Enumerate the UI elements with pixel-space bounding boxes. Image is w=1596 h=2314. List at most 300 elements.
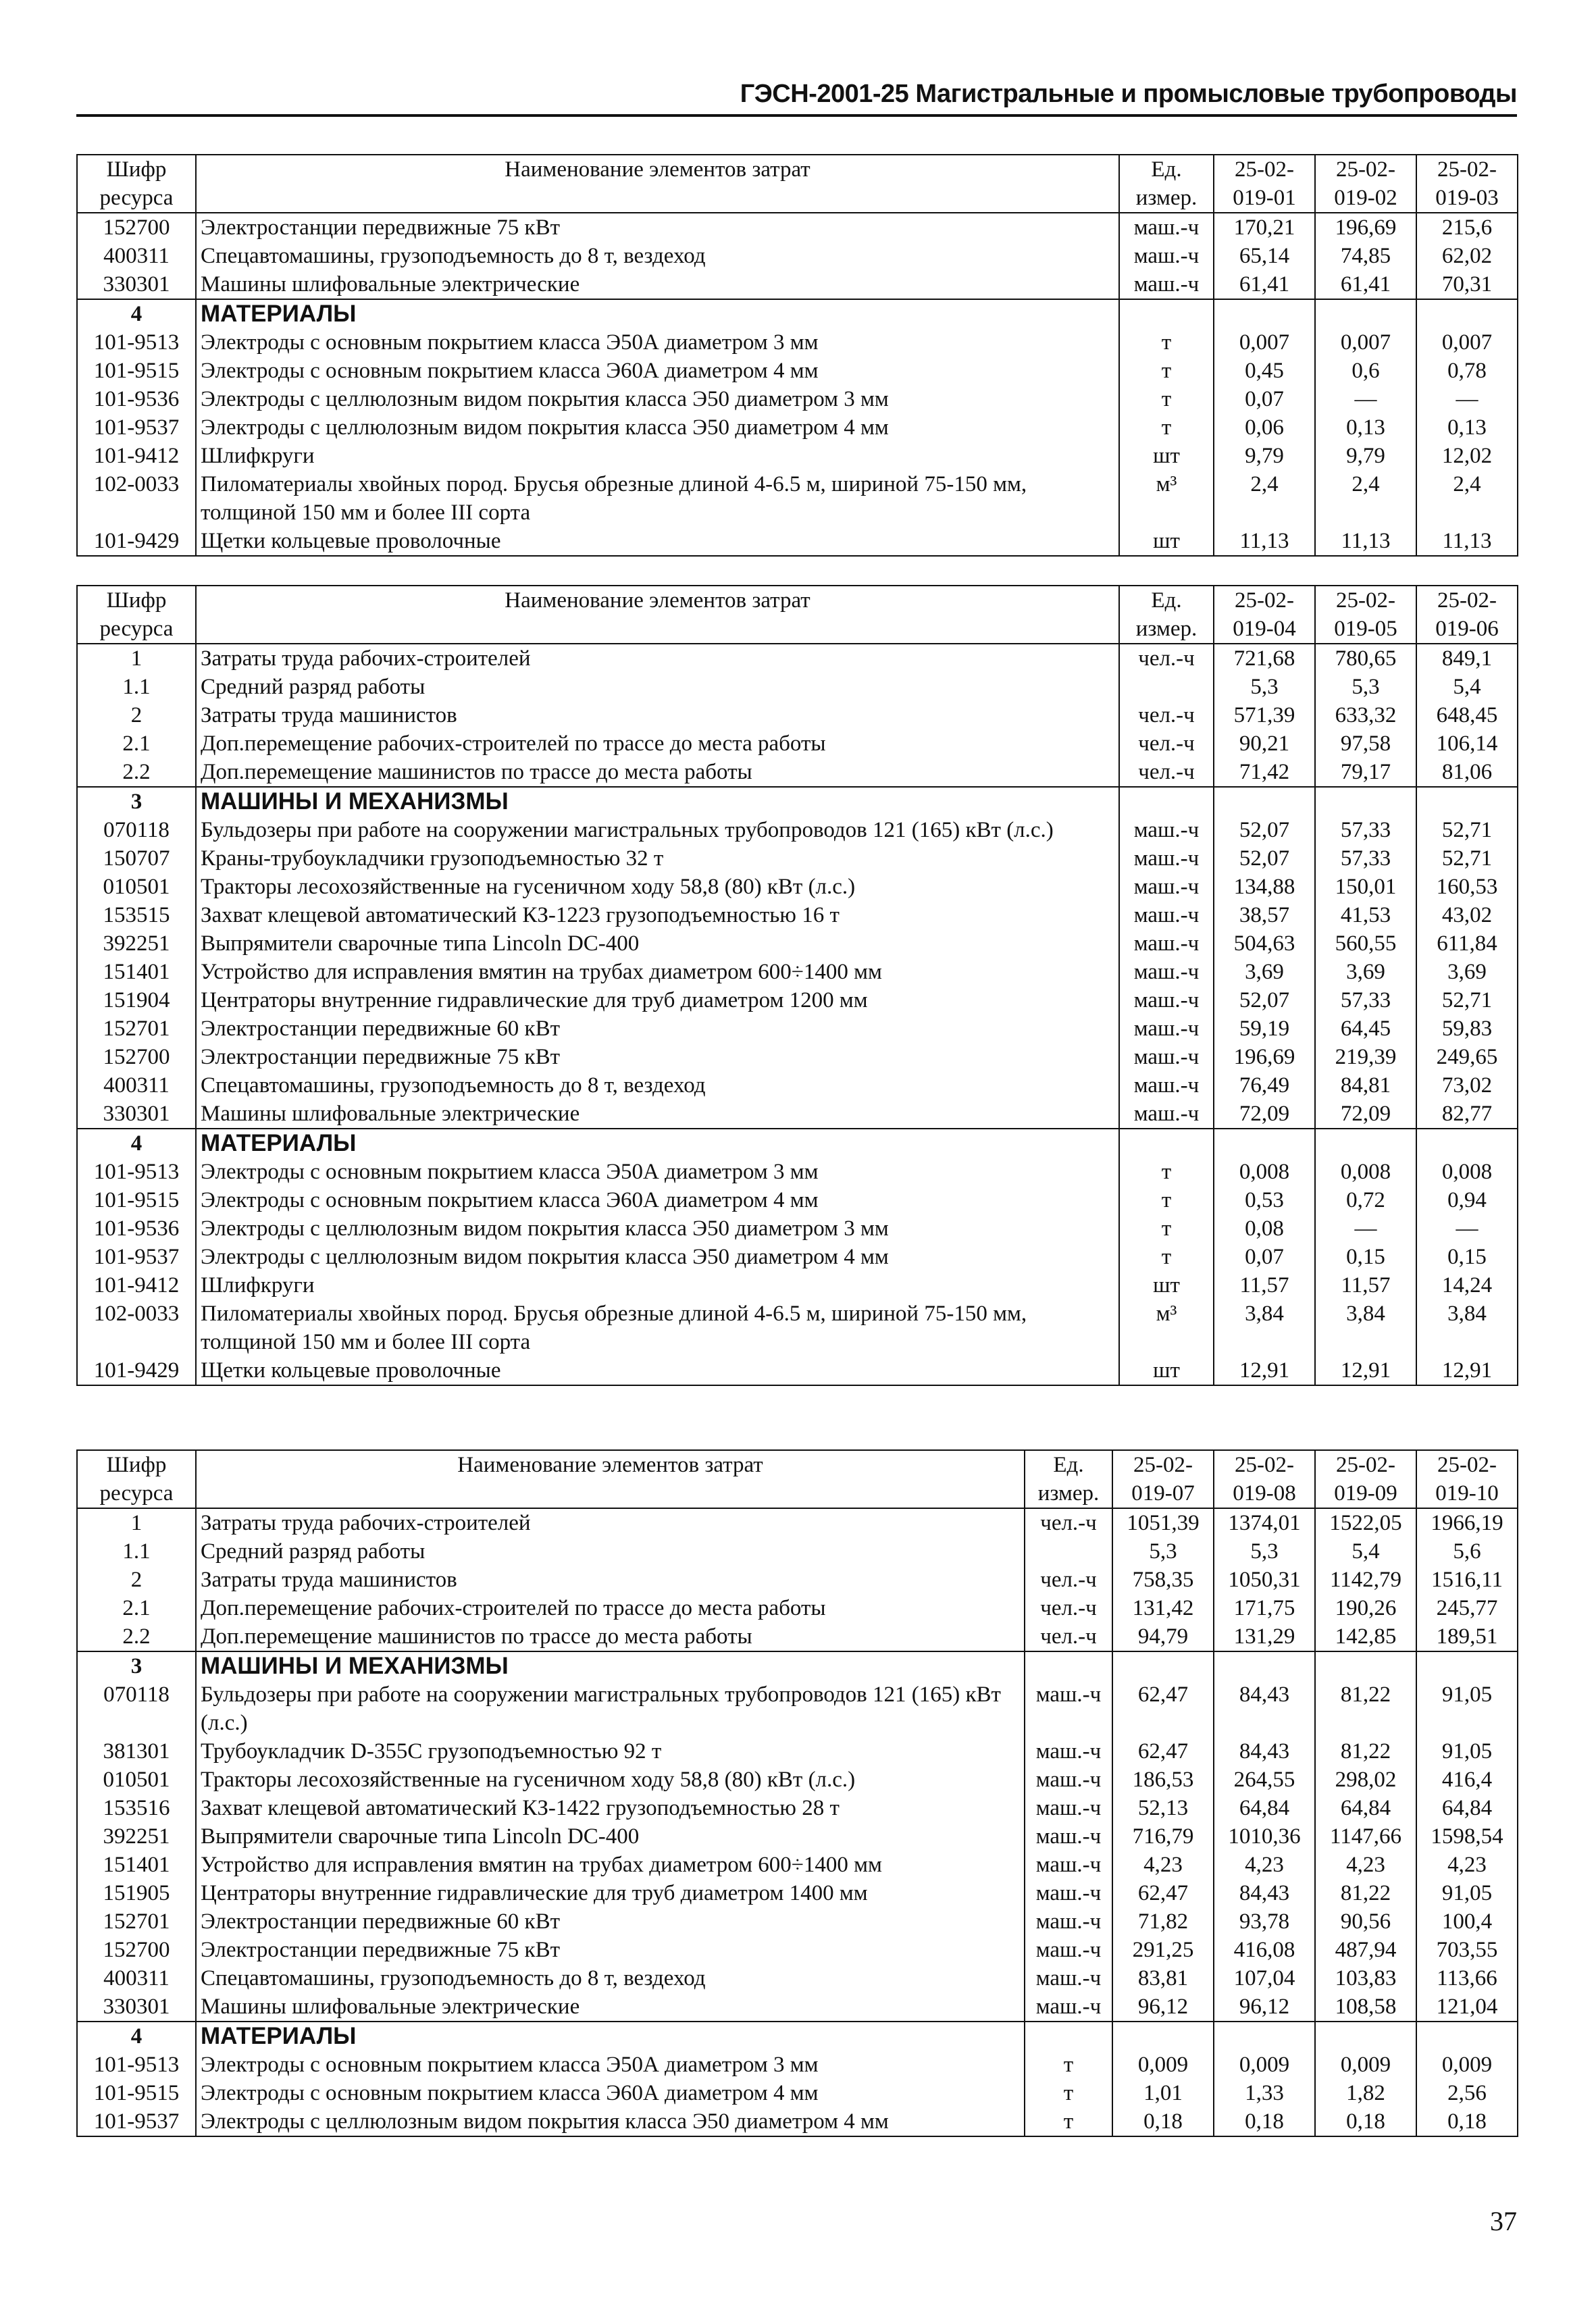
norm-value: 90,21 <box>1214 729 1315 758</box>
resource-name: Электроды с основным покрытием класса Э60А диаметром 4 мм <box>196 2079 1025 2107</box>
resource-code: 153516 <box>77 1794 196 1822</box>
header-name: Наименование элементов затрат <box>196 155 1119 213</box>
resource-code: 010501 <box>77 873 196 901</box>
norm-value: 96,12 <box>1214 1992 1315 2022</box>
norm-value: 0,13 <box>1416 413 1518 442</box>
resource-name: Затраты труда машинистов <box>196 701 1119 729</box>
resource-name: Электростанции передвижные 60 кВт <box>196 1014 1119 1043</box>
norm-value: 64,84 <box>1315 1794 1416 1822</box>
norm-value: 84,43 <box>1214 1879 1315 1907</box>
norm-value <box>1416 787 1518 816</box>
unit: чел.-ч <box>1025 1566 1112 1594</box>
resource-code: 101-9537 <box>77 1243 196 1271</box>
unit: маш.-ч <box>1119 873 1214 901</box>
norm-value: 0,007 <box>1416 328 1518 357</box>
norm-value: 780,65 <box>1315 644 1416 673</box>
resource-code: 2.1 <box>77 729 196 758</box>
resource-name: Электроды с целлюлозным видом покрытия класса Э50 диаметром 4 мм <box>196 413 1119 442</box>
unit: чел.-ч <box>1119 758 1214 787</box>
resource-code: 2 <box>77 1566 196 1594</box>
table-row <box>77 1794 1518 1822</box>
norm-value: 142,85 <box>1315 1622 1416 1651</box>
norm-value: 100,4 <box>1416 1907 1518 1936</box>
norm-value: 758,35 <box>1112 1566 1214 1594</box>
norm-value: 64,45 <box>1315 1014 1416 1043</box>
table-row <box>77 1879 1518 1907</box>
unit: т <box>1119 385 1214 413</box>
resource-name: Шлифкруги <box>196 1271 1119 1300</box>
unit: маш.-ч <box>1025 1766 1112 1794</box>
table-row <box>77 328 1518 357</box>
norm-value: 107,04 <box>1214 1964 1315 1992</box>
norm-value: 160,53 <box>1416 873 1518 901</box>
resource-name: Затраты труда рабочих-строителей <box>196 1508 1025 1537</box>
norm-value: 59,83 <box>1416 1014 1518 1043</box>
resource-code: 101-9515 <box>77 2079 196 2107</box>
norm-value: 65,14 <box>1214 242 1315 270</box>
norm-value: 171,75 <box>1214 1594 1315 1622</box>
norm-value: 3,69 <box>1315 958 1416 986</box>
norm-value: 113,66 <box>1416 1964 1518 1992</box>
resource-code: 102-0033 <box>77 470 196 527</box>
unit: маш.-ч <box>1119 270 1214 299</box>
resource-name: Шлифкруги <box>196 442 1119 470</box>
norm-value: 0,008 <box>1416 1158 1518 1186</box>
table-row <box>77 442 1518 470</box>
norm-value: 249,65 <box>1416 1043 1518 1071</box>
table-row <box>77 1594 1518 1622</box>
norm-value: 0,15 <box>1416 1243 1518 1271</box>
table-row <box>77 1271 1518 1300</box>
table-row <box>77 873 1518 901</box>
table-row <box>77 1566 1518 1594</box>
norm-value: 560,55 <box>1315 929 1416 958</box>
table-header <box>77 586 1518 644</box>
resource-table-1 <box>76 154 1518 557</box>
norm-value: 79,17 <box>1315 758 1416 787</box>
table-row <box>77 1508 1518 1537</box>
norm-value: 291,25 <box>1112 1936 1214 1964</box>
resource-code: 151401 <box>77 1851 196 1879</box>
table-row <box>77 1936 1518 1964</box>
table-row <box>77 413 1518 442</box>
table-row <box>77 929 1518 958</box>
unit: маш.-ч <box>1119 986 1214 1014</box>
norm-value: 134,88 <box>1214 873 1315 901</box>
resource-code: 4 <box>77 299 196 328</box>
unit: маш.-ч <box>1025 1992 1112 2022</box>
norm-value: 82,77 <box>1416 1100 1518 1129</box>
norm-value: 0,45 <box>1214 357 1315 385</box>
resource-name: Электростанции передвижные 75 кВт <box>196 1043 1119 1071</box>
resource-name: Затраты труда машинистов <box>196 1566 1025 1594</box>
table-row <box>77 1766 1518 1794</box>
norm-value: 298,02 <box>1315 1766 1416 1794</box>
norm-value: 721,68 <box>1214 644 1315 673</box>
section-title: МАШИНЫ И МЕХАНИЗМЫ <box>196 787 1119 816</box>
header-code: Шифр ресурса <box>77 155 196 213</box>
norm-value: 1010,36 <box>1214 1822 1315 1851</box>
table-row <box>77 844 1518 873</box>
norm-value: 14,24 <box>1416 1271 1518 1300</box>
norm-value: 11,57 <box>1214 1271 1315 1300</box>
table-row <box>77 816 1518 844</box>
unit: т <box>1119 1186 1214 1214</box>
header-norm-code: 25-02-019-01 <box>1214 155 1315 213</box>
unit: маш.-ч <box>1119 213 1214 242</box>
resource-name: Трубоукладчик D-355С грузоподъемностью 92 т <box>196 1737 1025 1766</box>
norm-value: 38,57 <box>1214 901 1315 929</box>
unit: чел.-ч <box>1119 701 1214 729</box>
table-row <box>77 1907 1518 1936</box>
resource-code: 101-9513 <box>77 1158 196 1186</box>
resource-name: Электроды с основным покрытием класса Э60А диаметром 4 мм <box>196 357 1119 385</box>
resource-code: 392251 <box>77 929 196 958</box>
unit: м³ <box>1119 470 1214 527</box>
norm-value: 3,84 <box>1416 1300 1518 1356</box>
norm-value: 84,81 <box>1315 1071 1416 1100</box>
table-row <box>77 2107 1518 2136</box>
norm-value: 62,47 <box>1112 1879 1214 1907</box>
norm-value: 1516,11 <box>1416 1566 1518 1594</box>
norm-value: 0,78 <box>1416 357 1518 385</box>
resource-name: Машины шлифовальные электрические <box>196 1100 1119 1129</box>
resource-name: Электроды с основным покрытием класса Э60А диаметром 4 мм <box>196 1186 1119 1214</box>
resource-name: Бульдозеры при работе на сооружении магистральных трубопроводов 121 (165) кВт (л.с.) <box>196 816 1119 844</box>
table-row <box>77 270 1518 299</box>
norm-value: 12,91 <box>1214 1356 1315 1385</box>
resource-name: Захват клещевой автоматический КЗ-1223 грузоподъемностью 16 т <box>196 901 1119 929</box>
norm-value: 59,19 <box>1214 1014 1315 1043</box>
norm-value: — <box>1416 385 1518 413</box>
unit: маш.-ч <box>1025 1879 1112 1907</box>
unit: м³ <box>1119 1300 1214 1356</box>
norm-value: 12,91 <box>1416 1356 1518 1385</box>
table-row <box>77 1300 1518 1356</box>
unit: маш.-ч <box>1025 1737 1112 1766</box>
unit: т <box>1119 357 1214 385</box>
table-row <box>77 527 1518 556</box>
norm-value <box>1416 1129 1518 1158</box>
resource-code: 101-9429 <box>77 1356 196 1385</box>
resource-code: 381301 <box>77 1737 196 1766</box>
norm-value: 81,22 <box>1315 1879 1416 1907</box>
resource-code: 400311 <box>77 1964 196 1992</box>
norm-value: 93,78 <box>1214 1907 1315 1936</box>
norm-value: 0,07 <box>1214 1243 1315 1271</box>
resource-code: 2 <box>77 701 196 729</box>
unit: маш.-ч <box>1119 929 1214 958</box>
norm-value: 1147,66 <box>1315 1822 1416 1851</box>
norm-value: 72,09 <box>1315 1100 1416 1129</box>
norm-value: 0,13 <box>1315 413 1416 442</box>
norm-value: 57,33 <box>1315 986 1416 1014</box>
norm-value: — <box>1416 1214 1518 1243</box>
section-row <box>77 1129 1518 1158</box>
norm-value: 504,63 <box>1214 929 1315 958</box>
unit: чел.-ч <box>1119 644 1214 673</box>
table-row <box>77 986 1518 1014</box>
unit: чел.-ч <box>1119 729 1214 758</box>
norm-value: 0,53 <box>1214 1186 1315 1214</box>
norm-value: 1374,01 <box>1214 1508 1315 1537</box>
table-row <box>77 1158 1518 1186</box>
norm-value: 5,4 <box>1315 1537 1416 1566</box>
table-row <box>77 758 1518 787</box>
norm-value: 41,53 <box>1315 901 1416 929</box>
norm-value: 0,06 <box>1214 413 1315 442</box>
resource-code: 1 <box>77 644 196 673</box>
unit: шт <box>1119 1271 1214 1300</box>
resource-name: Захват клещевой автоматический КЗ-1422 грузоподъемностью 28 т <box>196 1794 1025 1822</box>
resource-code: 153515 <box>77 901 196 929</box>
norm-value: 2,4 <box>1315 470 1416 527</box>
resource-name: Средний разряд работы <box>196 1537 1025 1566</box>
unit: т <box>1025 2051 1112 2079</box>
unit: маш.-ч <box>1025 1964 1112 1992</box>
table-row <box>77 1186 1518 1214</box>
norm-value: 633,32 <box>1315 701 1416 729</box>
norm-value <box>1214 787 1315 816</box>
unit <box>1119 1129 1214 1158</box>
norm-value: 416,4 <box>1416 1766 1518 1794</box>
norm-value: 2,56 <box>1416 2079 1518 2107</box>
norm-value <box>1315 787 1416 816</box>
norm-value: 72,09 <box>1214 1100 1315 1129</box>
unit: т <box>1119 1214 1214 1243</box>
unit <box>1119 299 1214 328</box>
resource-code: 101-9513 <box>77 2051 196 2079</box>
page-header <box>76 80 1517 117</box>
norm-value: 4,23 <box>1416 1851 1518 1879</box>
norm-value: 5,3 <box>1315 673 1416 701</box>
norm-value <box>1416 2022 1518 2051</box>
resource-name: Затраты труда рабочих-строителей <box>196 644 1119 673</box>
header-norm-code: 25-02-019-09 <box>1315 1450 1416 1508</box>
resource-name: Устройство для исправления вмятин на трубах диаметром 600÷1400 мм <box>196 1851 1025 1879</box>
resource-name: Электростанции передвижные 75 кВт <box>196 1936 1025 1964</box>
norm-value: 186,53 <box>1112 1766 1214 1794</box>
header-norm-code: 25-02-019-08 <box>1214 1450 1315 1508</box>
norm-value <box>1416 1651 1518 1680</box>
norm-value: 61,41 <box>1214 270 1315 299</box>
norm-value: 3,84 <box>1315 1300 1416 1356</box>
table-row <box>77 213 1518 242</box>
section-row <box>77 2022 1518 2051</box>
norm-value: 57,33 <box>1315 844 1416 873</box>
resource-code: 4 <box>77 1129 196 1158</box>
resource-name: Электроды с основным покрытием класса Э50А диаметром 3 мм <box>196 328 1119 357</box>
resource-name: Электростанции передвижные 75 кВт <box>196 213 1119 242</box>
norm-value: 52,13 <box>1112 1794 1214 1822</box>
norm-value: 81,22 <box>1315 1680 1416 1737</box>
norm-value: 0,94 <box>1416 1186 1518 1214</box>
norm-value: 61,41 <box>1315 270 1416 299</box>
unit: маш.-ч <box>1119 1100 1214 1129</box>
resource-name: Доп.перемещение рабочих-строителей по трассе до места работы <box>196 729 1119 758</box>
norm-value: 108,58 <box>1315 1992 1416 2022</box>
section-row <box>77 299 1518 328</box>
table-row <box>77 1014 1518 1043</box>
norm-value: 52,07 <box>1214 844 1315 873</box>
norm-value: 12,91 <box>1315 1356 1416 1385</box>
unit: т <box>1119 1243 1214 1271</box>
unit: т <box>1119 328 1214 357</box>
norm-value: 189,51 <box>1416 1622 1518 1651</box>
resource-code: 102-0033 <box>77 1300 196 1356</box>
resource-table-3 <box>76 1449 1518 2137</box>
unit: маш.-ч <box>1025 1851 1112 1879</box>
norm-value: 64,84 <box>1416 1794 1518 1822</box>
header-unit: Ед. измер. <box>1025 1450 1112 1508</box>
resource-name: Электроды с целлюлозным видом покрытия класса Э50 диаметром 4 мм <box>196 2107 1025 2136</box>
resource-name: Средний разряд работы <box>196 673 1119 701</box>
header-name: Наименование элементов затрат <box>196 586 1119 644</box>
norm-value: 81,22 <box>1315 1737 1416 1766</box>
norm-value: 4,23 <box>1214 1851 1315 1879</box>
resource-code: 101-9515 <box>77 1186 196 1214</box>
resource-code: 400311 <box>77 242 196 270</box>
norm-value: 4,23 <box>1315 1851 1416 1879</box>
unit: т <box>1025 2079 1112 2107</box>
resource-name: Машины шлифовальные электрические <box>196 1992 1025 2022</box>
unit: маш.-ч <box>1025 1907 1112 1936</box>
norm-value: 1050,31 <box>1214 1566 1315 1594</box>
norm-value: 5,6 <box>1416 1537 1518 1566</box>
unit: шт <box>1119 527 1214 556</box>
norm-value: 91,05 <box>1416 1737 1518 1766</box>
resource-code: 1.1 <box>77 673 196 701</box>
norm-value: 97,58 <box>1315 729 1416 758</box>
norm-value: 106,14 <box>1416 729 1518 758</box>
unit: маш.-ч <box>1119 958 1214 986</box>
norm-value: 0,72 <box>1315 1186 1416 1214</box>
norm-value: 43,02 <box>1416 901 1518 929</box>
norm-value: 62,47 <box>1112 1680 1214 1737</box>
norm-value: 703,55 <box>1416 1936 1518 1964</box>
norm-value <box>1315 1129 1416 1158</box>
resource-code: 151904 <box>77 986 196 1014</box>
resource-name: Бульдозеры при работе на сооружении магистральных трубопроводов 121 (165) кВт (л.с.) <box>196 1680 1025 1737</box>
norm-value: 1522,05 <box>1315 1508 1416 1537</box>
resource-name: Спецавтомашины, грузоподъемность до 8 т, вездеход <box>196 1964 1025 1992</box>
unit: маш.-ч <box>1119 242 1214 270</box>
resource-name: Центраторы внутренние гидравлические для труб диаметром 1400 мм <box>196 1879 1025 1907</box>
unit: чел.-ч <box>1025 1508 1112 1537</box>
table-header <box>77 155 1518 213</box>
table-row <box>77 1680 1518 1737</box>
resource-name: Электростанции передвижные 60 кВт <box>196 1907 1025 1936</box>
norm-value: 0,18 <box>1214 2107 1315 2136</box>
norm-value: 91,05 <box>1416 1680 1518 1737</box>
norm-value: 0,6 <box>1315 357 1416 385</box>
page-header-title: ГЭСН-2001-25 Магистральные и промысловые трубопроводы <box>740 80 1517 108</box>
norm-value: 0,007 <box>1315 328 1416 357</box>
table-row <box>77 1992 1518 2022</box>
resource-code: 4 <box>77 2022 196 2051</box>
norm-value: 91,05 <box>1416 1879 1518 1907</box>
resource-name: Щетки кольцевые проволочные <box>196 527 1119 556</box>
norm-value: 2,4 <box>1416 470 1518 527</box>
table-row <box>77 242 1518 270</box>
header-unit: Ед. измер. <box>1119 586 1214 644</box>
resource-code: 1 <box>77 1508 196 1537</box>
resource-name: Спецавтомашины, грузоподъемность до 8 т, вездеход <box>196 242 1119 270</box>
resource-code: 101-9537 <box>77 413 196 442</box>
resource-name: Краны-трубоукладчики грузоподъемностью 32 т <box>196 844 1119 873</box>
norm-value: 648,45 <box>1416 701 1518 729</box>
unit <box>1025 1537 1112 1566</box>
norm-value: 5,4 <box>1416 673 1518 701</box>
norm-value: 0,009 <box>1112 2051 1214 2079</box>
norm-value: 0,18 <box>1315 2107 1416 2136</box>
norm-value: 71,42 <box>1214 758 1315 787</box>
resource-name: Доп.перемещение машинистов по трассе до места работы <box>196 1622 1025 1651</box>
resource-name: Спецавтомашины, грузоподъемность до 8 т, вездеход <box>196 1071 1119 1100</box>
table-body <box>77 1508 1518 2136</box>
norm-value: 64,84 <box>1214 1794 1315 1822</box>
unit: маш.-ч <box>1119 1071 1214 1100</box>
resource-name: Выпрямители сварочные типа Lincoln DC-400 <box>196 1822 1025 1851</box>
header-norm-code: 25-02-019-02 <box>1315 155 1416 213</box>
norm-value: 52,71 <box>1416 816 1518 844</box>
table-row <box>77 729 1518 758</box>
norm-value: 121,04 <box>1416 1992 1518 2022</box>
table-row <box>77 357 1518 385</box>
unit: шт <box>1119 1356 1214 1385</box>
unit: маш.-ч <box>1025 1794 1112 1822</box>
section-title: МАТЕРИАЛЫ <box>196 2022 1025 2051</box>
resource-code: 400311 <box>77 1071 196 1100</box>
table-row <box>77 2051 1518 2079</box>
resource-name: Электроды с целлюлозным видом покрытия класса Э50 диаметром 3 мм <box>196 1214 1119 1243</box>
table-row <box>77 1964 1518 1992</box>
norm-value: 73,02 <box>1416 1071 1518 1100</box>
page-number: 37 <box>1490 2206 1517 2236</box>
norm-value: 215,6 <box>1416 213 1518 242</box>
header-name: Наименование элементов затрат <box>196 1450 1025 1508</box>
norm-value: 4,23 <box>1112 1851 1214 1879</box>
norm-value <box>1214 1651 1315 1680</box>
resource-name: Машины шлифовальные электрические <box>196 270 1119 299</box>
header-code: Шифр ресурса <box>77 586 196 644</box>
table-row <box>77 1243 1518 1271</box>
norm-value: 103,83 <box>1315 1964 1416 1992</box>
norm-value: 219,39 <box>1315 1043 1416 1071</box>
norm-value <box>1112 2022 1214 2051</box>
norm-value: 131,42 <box>1112 1594 1214 1622</box>
norm-value: 0,15 <box>1315 1243 1416 1271</box>
norm-value: 3,69 <box>1214 958 1315 986</box>
section-title: МАТЕРИАЛЫ <box>196 1129 1119 1158</box>
table-row <box>77 958 1518 986</box>
resource-code: 101-9412 <box>77 442 196 470</box>
norm-value: 62,02 <box>1416 242 1518 270</box>
table-row <box>77 1214 1518 1243</box>
resource-name: Центраторы внутренние гидравлические для труб диаметром 1200 мм <box>196 986 1119 1014</box>
table-header <box>77 1450 1518 1508</box>
header-unit: Ед. измер. <box>1119 155 1214 213</box>
norm-value: 52,71 <box>1416 844 1518 873</box>
header-row <box>77 1450 1518 1508</box>
norm-value: 76,49 <box>1214 1071 1315 1100</box>
header-row <box>77 155 1518 213</box>
norm-value: 1,33 <box>1214 2079 1315 2107</box>
norm-value: 5,3 <box>1214 673 1315 701</box>
norm-value: 1051,39 <box>1112 1508 1214 1537</box>
norm-value: 196,69 <box>1315 213 1416 242</box>
norm-value: 5,3 <box>1214 1537 1315 1566</box>
